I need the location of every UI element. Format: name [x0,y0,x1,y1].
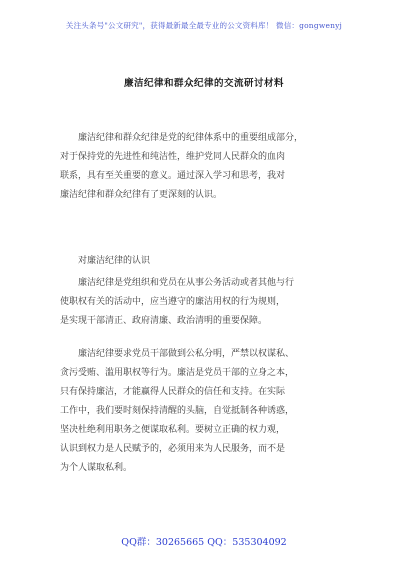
paragraph-line: 廉洁纪律是党组织和党员在从事公务活动或者其他与行 [60,278,295,288]
intro-line: 廉洁纪律和群众纪律有了更深刻的认识。 [60,190,223,200]
paragraph-2 [60,345,360,478]
intro-line: 对于保持党的先进性和纯洁性，维护党同人民群众的血肉 [60,152,286,162]
intro-line: 联系，具有至关重要的意义。通过深入学习和思考，我对 [60,171,286,181]
footer-contact: QQ群：30265665 QQ：535304092 [121,537,287,548]
intro-paragraph [60,129,360,205]
paragraph-line: 使职权有关的活动中，应当遵守的廉洁用权的行为规则， [60,297,286,307]
document-title: 廉洁纪律和群众纪律的交流研讨材料 [123,78,284,89]
intro-line: 廉洁纪律和群众纪律是党的纪律体系中的重要组成部分， [60,133,304,143]
paragraph-line: 是实现干部清正、政府清廉、政治清明的重要保障。 [60,316,268,326]
paragraph-line: 工作中，我们要时刻保持清醒的头脑，自觉抵制各种诱惑， [60,406,295,416]
paragraph-line: 为个人谋取私利。 [60,463,133,473]
paragraph-line: 坚决杜绝利用职务之便谋取私利。要树立正确的权力观， [60,425,286,435]
header-banner: 关注头条号"公文研究"，获得最新最全最专业的公文资料库！ 微信：gongwenyj [65,21,343,30]
paragraph-1 [60,274,360,331]
section-heading: 对廉洁纪律的认识 [78,256,151,266]
paragraph-line: 廉洁纪律要求党员干部做到公私分明，严禁以权谋私、 [60,349,295,359]
paragraph-line: 贪污受贿、滥用职权等行为。廉洁是党员干部的立身之本， [60,368,295,378]
paragraph-line: 只有保持廉洁，才能赢得人民群众的信任和支持。在实际 [60,387,286,397]
paragraph-line: 认识到权力是人民赋予的，必须用来为人民服务，而不是 [60,444,286,454]
